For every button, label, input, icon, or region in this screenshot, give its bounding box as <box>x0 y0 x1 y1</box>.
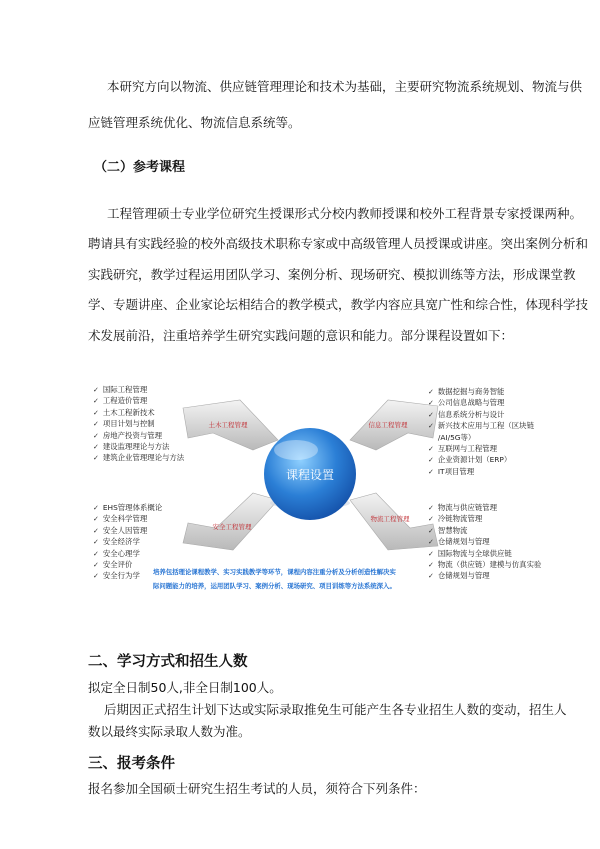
list-item: ✓ 安全行为学 <box>93 571 140 581</box>
check-icon: ✓ <box>428 515 434 524</box>
list-item: ✓ 智慧物流 <box>428 525 468 535</box>
list-item: ✓ 新兴技术应用与工程（区块链 <box>428 421 534 431</box>
arrow-bottom-left <box>183 493 278 550</box>
check-icon: ✓ <box>428 410 434 419</box>
list-item: ✓ 安全人因管理 <box>93 525 148 535</box>
check-icon: ✓ <box>428 456 434 465</box>
check-icon: ✓ <box>428 549 434 558</box>
list-item: ✓ 数据挖掘与商务智能 <box>428 387 505 396</box>
arrow-label-br: 物流工程管理 <box>370 515 410 523</box>
list-top-left <box>93 384 184 464</box>
list-item: ✓ 安全心理学 <box>93 548 140 558</box>
check-icon: ✓ <box>93 538 99 547</box>
list-item: ✓ 信息系统分析与设计 <box>428 409 505 419</box>
list-item: ✓ 互联网与工程管理 <box>428 443 498 453</box>
list-item: ✓ 建筑企业管理理论与方法 <box>93 453 185 463</box>
list-item: ✓ 土木工程新技术 <box>93 407 155 417</box>
list-item: ✓ 仓储规划与管理 <box>428 571 490 581</box>
courses-para-line-5: 术发展前沿，注重培养学生研究实践问题的意识和能力。部分课程设置如下： <box>88 328 514 343</box>
intro-line-2: 应链管理系统优化、物流信息系统等。 <box>88 115 301 130</box>
check-icon: ✓ <box>93 420 99 429</box>
list-top-right <box>428 386 534 477</box>
check-icon: ✓ <box>93 515 99 524</box>
check-icon: ✓ <box>428 388 434 396</box>
list-item: ✓ 企业资源计划（ERP） <box>428 455 512 465</box>
check-icon: ✓ <box>428 560 434 569</box>
list-item: ✓ 物流（供应链）建模与仿真实验 <box>428 559 542 569</box>
check-icon: ✓ <box>428 467 434 476</box>
check-icon: ✓ <box>93 549 99 558</box>
list-item: ✓ 冷链物流管理 <box>428 514 483 524</box>
check-icon: ✓ <box>93 431 99 440</box>
check-icon: ✓ <box>93 572 99 581</box>
courses-para-line-3: 实践研究，教学过程运用团队学习、案例分析、现场研究、模拟训练等方法，形成课堂教 <box>88 267 576 282</box>
list-item: ✓ 安全经济学 <box>93 537 140 547</box>
list-item: ✓ IT项目管理 <box>428 466 475 476</box>
check-icon: ✓ <box>93 408 99 417</box>
list-item: ✓ 工程造价管理 <box>93 396 148 406</box>
check-icon: ✓ <box>93 397 99 406</box>
course-setup-figure <box>88 378 542 603</box>
list-item: /AI/5G等） <box>437 432 476 442</box>
check-icon: ✓ <box>428 399 434 408</box>
list-bottom-right <box>428 502 541 582</box>
arrow-label-tr: 信息工程管理 <box>368 421 408 429</box>
study-line-3: 数以最终实际录取人数为准。 <box>88 724 251 739</box>
figure-footer-line-2: 际问题能力的培养，运用团队学习、案例分析、现场研究、项目训练等方法系统深入。 <box>153 582 396 590</box>
study-line-1: 拟定全日制50人,非全日制100人。 <box>88 680 282 695</box>
list-item: ✓ 仓储规划与管理 <box>428 537 490 547</box>
check-icon: ✓ <box>428 422 434 431</box>
section-courses-title: （二）参考课程 <box>94 160 186 175</box>
check-icon: ✓ <box>428 526 434 535</box>
list-item: ✓ EHS管理体系概论 <box>93 503 163 512</box>
arrow-label-bl: 安全工程管理 <box>212 523 252 531</box>
center-label: 课程设置 <box>285 468 335 482</box>
list-item: ✓ 安全科学管理 <box>93 514 148 524</box>
arrow-label-tl: 土木工程管理 <box>208 421 248 429</box>
list-item: ✓ 物流与供应链管理 <box>428 503 498 512</box>
check-icon: ✓ <box>428 572 434 581</box>
list-item: ✓ 国际工程管理 <box>93 385 148 394</box>
courses-para-line-1: 工程管理硕士专业学位研究生授课形式分校内教师授课和校外工程背景专家授课两种。 <box>107 206 583 221</box>
list-item: ✓ 项目计划与控制 <box>93 419 155 429</box>
courses-para-line-4: 学、专题讲座、企业家论坛相结合的教学模式，教学内容应具宽广性和综合性，体现科学技 <box>88 297 589 312</box>
courses-para-line-2: 聘请具有实践经验的校外高级技术职称专家或中高级管理人员授课或讲座。突出案例分析和 <box>88 236 589 251</box>
check-icon: ✓ <box>93 386 99 394</box>
list-item: ✓ 安全评价 <box>93 559 133 569</box>
list-item: ✓ 公司信息战略与管理 <box>428 398 505 408</box>
list-item: ✓ 国际物流与全球供应链 <box>428 548 512 558</box>
list-item: ✓ 房地产投资与管理 <box>93 430 163 440</box>
check-icon: ✓ <box>428 444 434 453</box>
intro-line-1: 本研究方向以物流、供应链管理理论和技术为基础，主要研究物流系统规划、物流与供 <box>107 79 583 94</box>
list-bottom-left <box>93 502 162 582</box>
study-line-2: 后期因正式招生计划下达或实际录取推免生可能产生各专业招生人数的变动，招生人 <box>104 702 567 717</box>
check-icon: ✓ <box>428 504 434 512</box>
check-icon: ✓ <box>93 560 99 569</box>
apply-line-1: 报名参加全国硕士研究生招生考试的人员，须符合下列条件： <box>88 781 426 796</box>
check-icon: ✓ <box>93 442 99 451</box>
list-item: ✓ 建设监理理论与方法 <box>93 441 170 451</box>
section-apply-title: 三、报考条件 <box>88 756 175 772</box>
figure-footer-line-1: 培养包括理论课程教学、实习实践教学等环节，课程内容注重分析及分析创造性解决实 <box>153 568 396 576</box>
check-icon: ✓ <box>93 504 99 512</box>
section-study-title: 二、学习方式和招生人数 <box>88 654 248 670</box>
check-icon: ✓ <box>93 454 99 463</box>
check-icon: ✓ <box>428 538 434 547</box>
check-icon: ✓ <box>93 526 99 535</box>
